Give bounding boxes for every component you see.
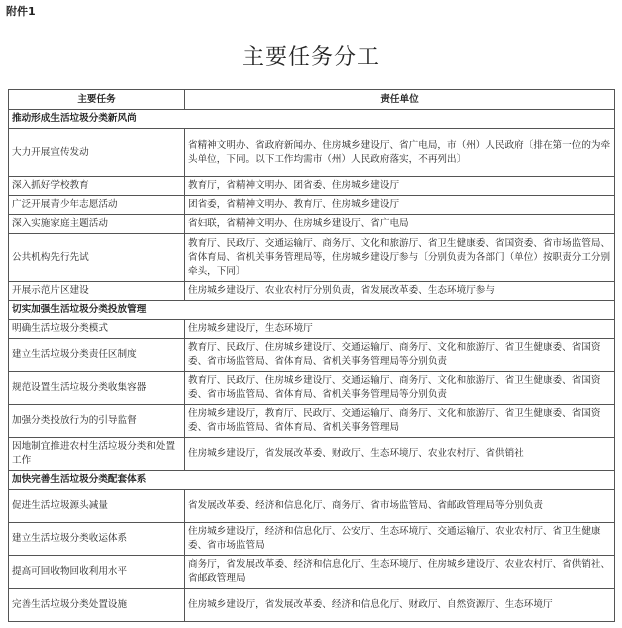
header-responsible-unit: 责任单位	[185, 90, 615, 110]
task-cell: 大力开展宣传发动	[9, 129, 185, 177]
responsible-unit-cell: 团省委，省精神文明办、教育厅、住房城乡建设厅	[185, 196, 615, 215]
responsible-unit-cell: 住房城乡建设厅、农业农村厅分别负责，省发展改革委、生态环境厅参与	[185, 282, 615, 301]
task-cell: 完善生活垃圾分类处置设施	[9, 589, 185, 622]
document-title: 主要任务分工	[241, 45, 380, 70]
task-cell: 深入抓好学校教育	[9, 177, 185, 196]
table-row	[9, 438, 615, 471]
responsible-unit-cell: 住房城乡建设厅，教育厅、民政厅、交通运输厅、商务厅、文化和旅游厅、省卫生健康委、省国资委、省市场监管局、省体育局、省机关事务管理局	[185, 405, 615, 438]
task-cell: 加强分类投放行为的引导监督	[9, 405, 185, 438]
table-row	[9, 589, 615, 622]
task-cell: 建立生活垃圾分类收运体系	[9, 523, 185, 556]
table-row	[9, 177, 615, 196]
responsible-unit-cell: 教育厅、民政厅、交通运输厅、商务厅、文化和旅游厅、省卫生健康委、省国资委、省市场监管局、省体育局、省机关事务管理局等，住房城乡建设厅参与〔分别负责为各部门（单位）按职责分工分别牵头，下同〕	[185, 234, 615, 282]
responsible-unit-cell: 省发展改革委、经济和信息化厅、商务厅、省市场监管局、省邮政管理局等分别负责	[185, 490, 615, 523]
table-row	[9, 234, 615, 282]
responsible-unit-cell: 住房城乡建设厅，省发展改革委、经济和信息化厅、财政厅、自然资源厅、生态环境厅	[185, 589, 615, 622]
table-row	[9, 282, 615, 301]
task-table	[8, 89, 615, 622]
responsible-unit-cell: 教育厅、民政厅、住房城乡建设厅、交通运输厅、商务厅、文化和旅游厅、省卫生健康委、省国资委、省市场监管局、省体育局、省机关事务管理局等分别负责	[185, 339, 615, 372]
table-row	[9, 405, 615, 438]
section-heading: 推动形成生活垃圾分类新风尚	[9, 110, 615, 129]
table-row	[9, 215, 615, 234]
task-cell: 规范设置生活垃圾分类收集容器	[9, 372, 185, 405]
attachment-label: 附件1	[6, 5, 36, 18]
task-cell: 提高可回收物回收利用水平	[9, 556, 185, 589]
table-section-row	[9, 301, 615, 320]
table-row	[9, 129, 615, 177]
section-heading: 切实加强生活垃圾分类投放管理	[9, 301, 615, 320]
task-cell: 促进生活垃圾源头减量	[9, 490, 185, 523]
table-row	[9, 196, 615, 215]
responsible-unit-cell: 教育厅、民政厅、住房城乡建设厅、交通运输厅、商务厅、文化和旅游厅、省卫生健康委、省国资委、省市场监管局、省体育局、省机关事务管理局等分别负责	[185, 372, 615, 405]
responsible-unit-cell: 住房城乡建设厅，生态环境厅	[185, 320, 615, 339]
section-heading: 加快完善生活垃圾分类配套体系	[9, 471, 615, 490]
table-section-row	[9, 110, 615, 129]
table-row	[9, 320, 615, 339]
task-cell: 深入实施家庭主题活动	[9, 215, 185, 234]
responsible-unit-cell: 教育厅，省精神文明办、团省委、住房城乡建设厅	[185, 177, 615, 196]
table-body	[9, 110, 615, 622]
task-cell: 因地制宜推进农村生活垃圾分类和处置工作	[9, 438, 185, 471]
task-cell: 建立生活垃圾分类责任区制度	[9, 339, 185, 372]
table-section-row	[9, 471, 615, 490]
responsible-unit-cell: 住房城乡建设厅，经济和信息化厅、公安厅、生态环境厅、交通运输厅、农业农村厅、省卫生健康委、省市场监管局	[185, 523, 615, 556]
table-row	[9, 556, 615, 589]
task-cell: 广泛开展青少年志愿活动	[9, 196, 185, 215]
table-row	[9, 339, 615, 372]
task-cell: 公共机构先行先试	[9, 234, 185, 282]
task-cell: 明确生活垃圾分类模式	[9, 320, 185, 339]
table-row	[9, 372, 615, 405]
table-header-row	[9, 90, 615, 110]
responsible-unit-cell: 省精神文明办、省政府新闻办、住房城乡建设厅、省广电局，市（州）人民政府〔排在第一位的为牵头单位，下同。以下工作均需市（州）人民政府落实，不再列出〕	[185, 129, 615, 177]
responsible-unit-cell: 商务厅，省发展改革委、经济和信息化厅、生态环境厅、住房城乡建设厅、农业农村厅、省供销社、省邮政管理局	[185, 556, 615, 589]
responsible-unit-cell: 省妇联，省精神文明办、住房城乡建设厅、省广电局	[185, 215, 615, 234]
table-row	[9, 523, 615, 556]
task-cell: 开展示范片区建设	[9, 282, 185, 301]
table-row	[9, 490, 615, 523]
header-main-task: 主要任务	[9, 90, 185, 110]
responsible-unit-cell: 住房城乡建设厅，省发展改革委、财政厅、生态环境厅、农业农村厅、省供销社	[185, 438, 615, 471]
